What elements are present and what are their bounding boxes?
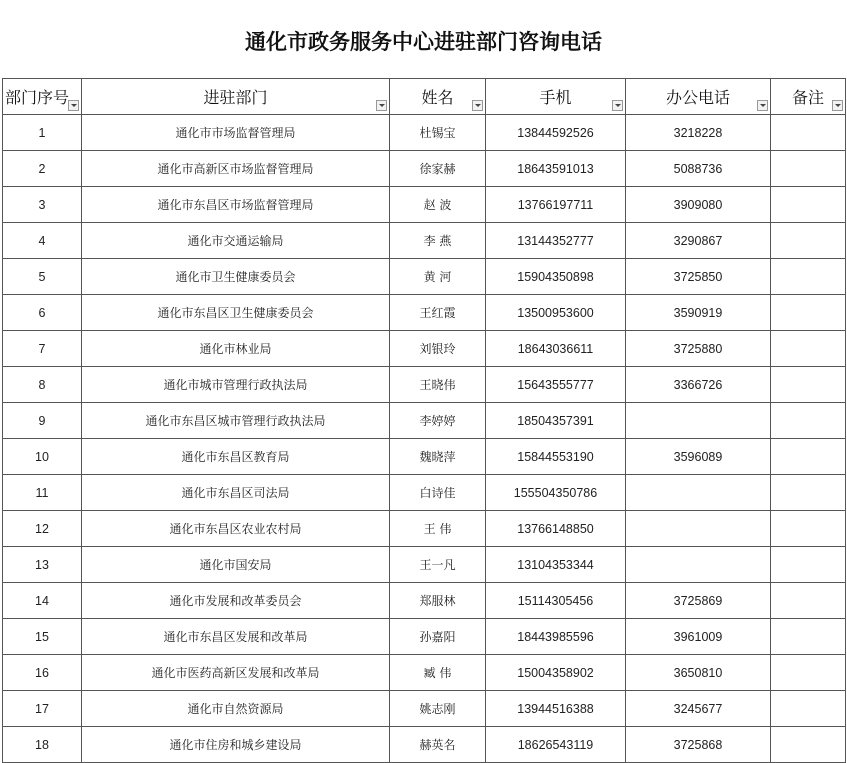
cell-seq[interactable]: 17: [3, 691, 82, 727]
cell-office[interactable]: 3290867: [626, 223, 771, 259]
header-mobile: [486, 79, 626, 115]
cell-dept[interactable]: 通化市东昌区农业农村局: [82, 511, 390, 547]
cell-mobile[interactable]: 18643036611: [486, 331, 626, 367]
cell-seq[interactable]: 9: [3, 403, 82, 439]
cell-seq[interactable]: 14: [3, 583, 82, 619]
cell-note[interactable]: [771, 115, 846, 151]
cell-office[interactable]: 3725850: [626, 259, 771, 295]
table-row: [3, 367, 846, 403]
cell-office[interactable]: 3725869: [626, 583, 771, 619]
cell-mobile[interactable]: 13104353344: [486, 547, 626, 583]
cell-dept[interactable]: 通化市交通运输局: [82, 223, 390, 259]
cell-office[interactable]: 3245677: [626, 691, 771, 727]
cell-note[interactable]: [771, 727, 846, 763]
header-seq: [3, 79, 82, 115]
cell-seq[interactable]: 13: [3, 547, 82, 583]
cell-name[interactable]: 李 燕: [390, 223, 486, 259]
cell-dept[interactable]: 通化市医药高新区发展和改革局: [82, 655, 390, 691]
cell-seq[interactable]: 2: [3, 151, 82, 187]
table-row: [3, 475, 846, 511]
cell-name[interactable]: 王 伟: [390, 511, 486, 547]
cell-seq[interactable]: 15: [3, 619, 82, 655]
table-row: [3, 547, 846, 583]
table-row: [3, 727, 846, 763]
cell-seq[interactable]: 7: [3, 331, 82, 367]
cell-dept[interactable]: 通化市东昌区卫生健康委员会: [82, 295, 390, 331]
cell-mobile[interactable]: 18504357391: [486, 403, 626, 439]
filter-dropdown-icon[interactable]: [376, 100, 387, 111]
filter-dropdown-icon[interactable]: [757, 100, 768, 111]
cell-seq[interactable]: 18: [3, 727, 82, 763]
cell-office[interactable]: 3366726: [626, 367, 771, 403]
cell-note[interactable]: [771, 439, 846, 475]
cell-seq[interactable]: 4: [3, 223, 82, 259]
cell-note[interactable]: [771, 259, 846, 295]
header-name: [390, 79, 486, 115]
cell-office[interactable]: 3725868: [626, 727, 771, 763]
cell-dept[interactable]: 通化市城市管理行政执法局: [82, 367, 390, 403]
cell-seq[interactable]: 1: [3, 115, 82, 151]
header-seq-label: 部门序号: [5, 88, 70, 107]
cell-name[interactable]: 臧 伟: [390, 655, 486, 691]
cell-dept[interactable]: 通化市住房和城乡建设局: [82, 727, 390, 763]
cell-name[interactable]: 王红霞: [390, 295, 486, 331]
cell-office[interactable]: [626, 511, 771, 547]
cell-office[interactable]: 5088736: [626, 151, 771, 187]
cell-note[interactable]: [771, 223, 846, 259]
cell-note[interactable]: [771, 619, 846, 655]
cell-name[interactable]: 白诗佳: [390, 475, 486, 511]
cell-mobile[interactable]: 15114305456: [486, 583, 626, 619]
cell-dept[interactable]: 通化市东昌区教育局: [82, 439, 390, 475]
cell-note[interactable]: [771, 367, 846, 403]
filter-dropdown-icon[interactable]: [472, 100, 483, 111]
filter-dropdown-icon[interactable]: [68, 100, 79, 111]
cell-mobile[interactable]: 13144352777: [486, 223, 626, 259]
cell-name[interactable]: 李婷婷: [390, 403, 486, 439]
cell-mobile[interactable]: 13944516388: [486, 691, 626, 727]
cell-seq[interactable]: 6: [3, 295, 82, 331]
cell-seq[interactable]: 12: [3, 511, 82, 547]
cell-mobile[interactable]: 15844553190: [486, 439, 626, 475]
cell-note[interactable]: [771, 475, 846, 511]
cell-name[interactable]: 姚志刚: [390, 691, 486, 727]
cell-mobile[interactable]: 15904350898: [486, 259, 626, 295]
table-row: [3, 403, 846, 439]
table-row: [3, 691, 846, 727]
cell-dept[interactable]: 通化市东昌区发展和改革局: [82, 619, 390, 655]
table-row: [3, 259, 846, 295]
cell-note[interactable]: [771, 583, 846, 619]
cell-dept[interactable]: 通化市林业局: [82, 331, 390, 367]
cell-name[interactable]: 黄 河: [390, 259, 486, 295]
cell-seq[interactable]: 5: [3, 259, 82, 295]
cell-office[interactable]: [626, 403, 771, 439]
filter-dropdown-icon[interactable]: [832, 100, 843, 111]
header-dept: [82, 79, 390, 115]
table-row: [3, 295, 846, 331]
cell-name[interactable]: 孙嘉阳: [390, 619, 486, 655]
cell-dept[interactable]: 通化市东昌区城市管理行政执法局: [82, 403, 390, 439]
cell-note[interactable]: [771, 331, 846, 367]
cell-note[interactable]: [771, 547, 846, 583]
table-row: [3, 619, 846, 655]
cell-name[interactable]: 郑服林: [390, 583, 486, 619]
cell-dept[interactable]: 通化市东昌区司法局: [82, 475, 390, 511]
cell-note[interactable]: [771, 151, 846, 187]
table-row: [3, 583, 846, 619]
cell-note[interactable]: [771, 511, 846, 547]
table-row: [3, 331, 846, 367]
cell-office[interactable]: 3590919: [626, 295, 771, 331]
table-row: [3, 151, 846, 187]
cell-name[interactable]: 王晓伟: [390, 367, 486, 403]
cell-mobile[interactable]: 18443985596: [486, 619, 626, 655]
table-row: [3, 187, 846, 223]
cell-office[interactable]: [626, 475, 771, 511]
cell-note[interactable]: [771, 187, 846, 223]
cell-mobile[interactable]: 18643591013: [486, 151, 626, 187]
cell-dept[interactable]: 通化市国安局: [82, 547, 390, 583]
cell-dept[interactable]: 通化市卫生健康委员会: [82, 259, 390, 295]
cell-note[interactable]: [771, 403, 846, 439]
cell-seq[interactable]: 10: [3, 439, 82, 475]
cell-seq[interactable]: 11: [3, 475, 82, 511]
cell-office[interactable]: 3218228: [626, 115, 771, 151]
header-row: [3, 79, 846, 115]
header-office: [626, 79, 771, 115]
header-name-label: 姓名: [421, 88, 454, 107]
cell-name[interactable]: 刘银玲: [390, 331, 486, 367]
cell-dept[interactable]: 通化市自然资源局: [82, 691, 390, 727]
cell-office[interactable]: [626, 547, 771, 583]
header-note: [771, 79, 846, 115]
cell-name[interactable]: 赵 波: [390, 187, 486, 223]
cell-mobile[interactable]: 155504350786: [486, 475, 626, 511]
table-row: [3, 439, 846, 475]
table-row: [3, 115, 846, 151]
contact-table: [2, 78, 846, 763]
table-row: [3, 223, 846, 259]
cell-seq[interactable]: 3: [3, 187, 82, 223]
cell-name[interactable]: 杜锡宝: [390, 115, 486, 151]
cell-dept[interactable]: 通化市东昌区市场监督管理局: [82, 187, 390, 223]
cell-name[interactable]: 赫英名: [390, 727, 486, 763]
cell-dept[interactable]: 通化市市场监督管理局: [82, 115, 390, 151]
cell-office[interactable]: 3725880: [626, 331, 771, 367]
cell-note[interactable]: [771, 691, 846, 727]
cell-mobile[interactable]: 15643555777: [486, 367, 626, 403]
header-office-label: 办公电话: [665, 88, 730, 107]
table-row: [3, 655, 846, 691]
cell-name[interactable]: 王一凡: [390, 547, 486, 583]
cell-mobile[interactable]: 13766148850: [486, 511, 626, 547]
cell-office[interactable]: 3650810: [626, 655, 771, 691]
cell-note[interactable]: [771, 655, 846, 691]
header-dept-label: 进驻部门: [203, 88, 268, 107]
header-mobile-label: 手机: [539, 88, 572, 107]
cell-note[interactable]: [771, 295, 846, 331]
cell-dept[interactable]: 通化市高新区市场监督管理局: [82, 151, 390, 187]
cell-seq[interactable]: 8: [3, 367, 82, 403]
cell-office[interactable]: 3909080: [626, 187, 771, 223]
cell-mobile[interactable]: 18626543119: [486, 727, 626, 763]
table-row: [3, 511, 846, 547]
cell-mobile[interactable]: 13500953600: [486, 295, 626, 331]
cell-office[interactable]: 3961009: [626, 619, 771, 655]
cell-seq[interactable]: 16: [3, 655, 82, 691]
filter-dropdown-icon[interactable]: [612, 100, 623, 111]
header-note-label: 备注: [791, 88, 824, 107]
cell-mobile[interactable]: 13766197711: [486, 187, 626, 223]
cell-mobile[interactable]: 13844592526: [486, 115, 626, 151]
cell-mobile[interactable]: 15004358902: [486, 655, 626, 691]
cell-name[interactable]: 徐家赫: [390, 151, 486, 187]
cell-name[interactable]: 魏晓萍: [390, 439, 486, 475]
cell-office[interactable]: 3596089: [626, 439, 771, 475]
cell-dept[interactable]: 通化市发展和改革委员会: [82, 583, 390, 619]
page-title: 通化市政务服务中心进驻部门咨询电话: [245, 30, 602, 54]
